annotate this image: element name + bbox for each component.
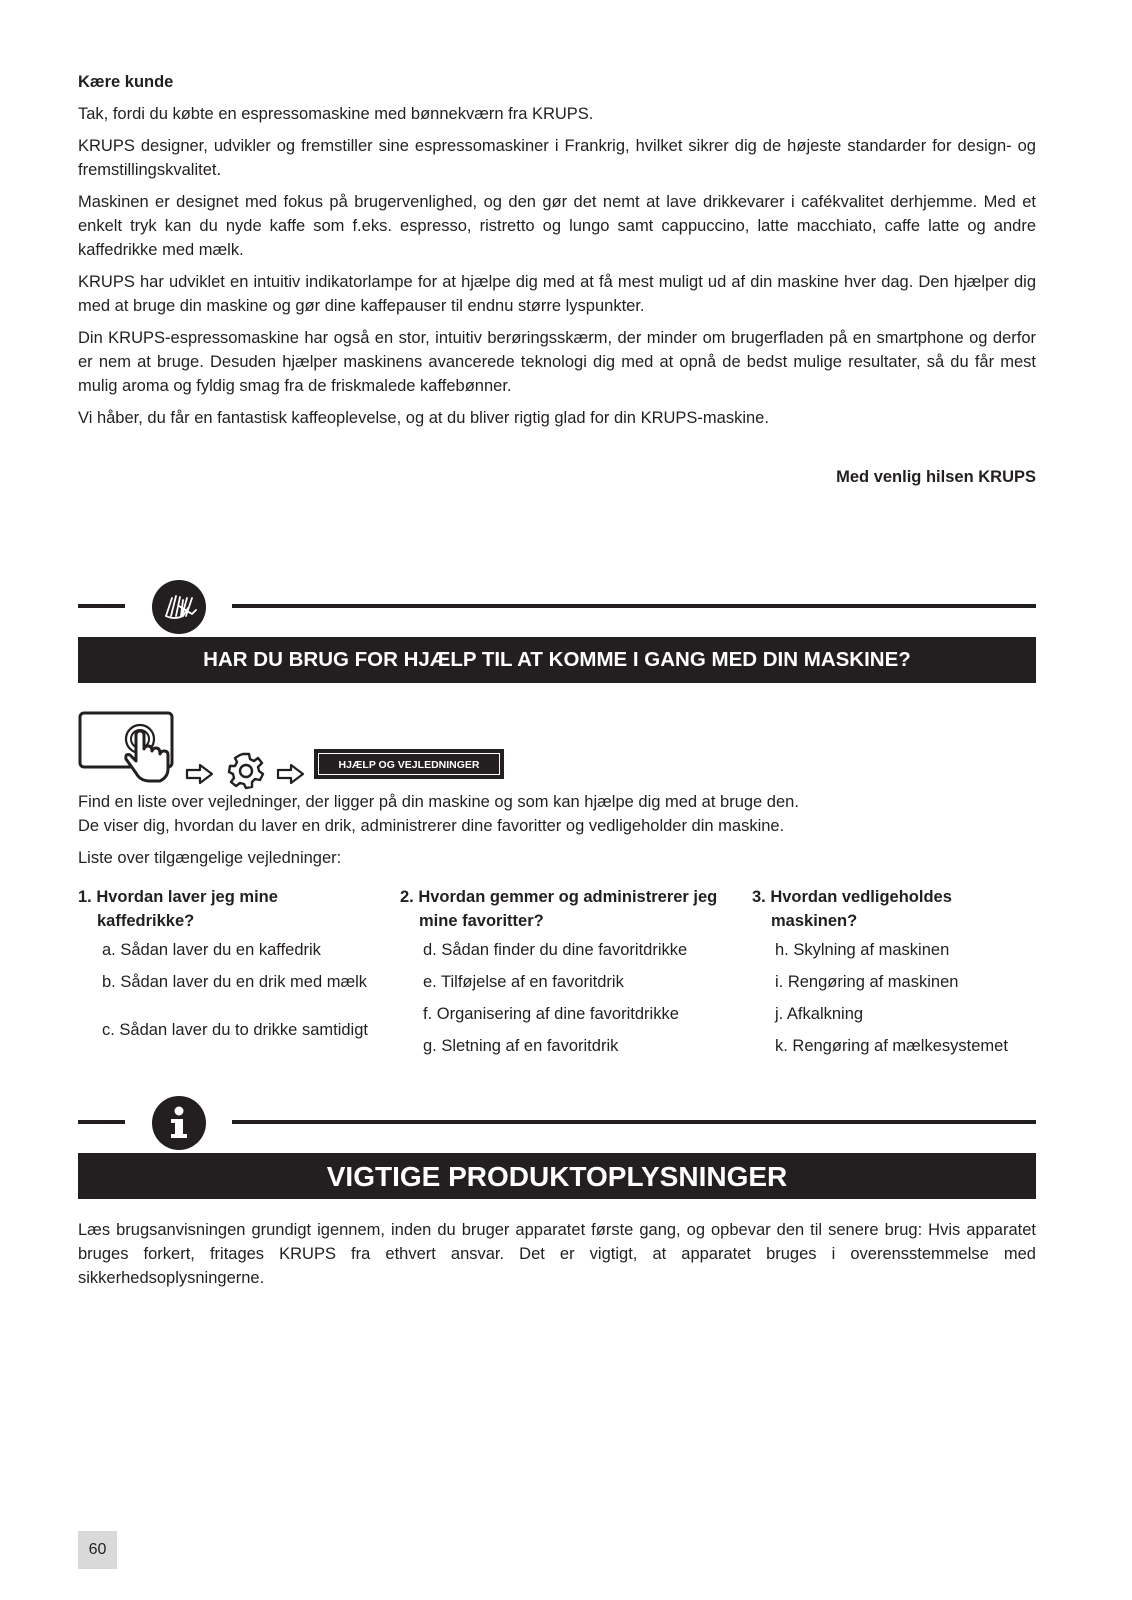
divider-right: [232, 604, 1036, 608]
intro-letter: [78, 70, 1036, 438]
divider-left: [78, 604, 125, 608]
intro-paragraph: Tak, fordi du købte en espressomaskine med bønnekværn fra KRUPS.: [78, 105, 594, 123]
help-line: Find en liste over vejledninger, der ligger på din maskine og som kan hjælpe dig med at bruge den.: [78, 793, 799, 811]
guide-item: c. Sådan laver du to drikke samtidigt: [102, 1021, 368, 1039]
guide-item: j. Afkalkning: [775, 1005, 864, 1023]
arrow-right-icon: [276, 763, 306, 785]
help-heading: HAR DU BRUG FOR HJÆLP TIL AT KOMME I GANG MED DIN MASKINE?: [78, 637, 1036, 683]
guide-column-2: [400, 885, 745, 1055]
intro-paragraph: Maskinen er designet med fokus på brugervenlighed, og den gør det nemt at lave drikkevarer i cafékvalitet derhjemme. Med et enkelt tryk kan du nyde kaffe som f.eks. espresso, ristretto og lungo samt cappuccino, latte macchiato, caffe latte og andre kaffedrikke med mælk.: [78, 193, 1036, 259]
guide-item: a. Sådan laver du en kaffedrik: [102, 941, 321, 959]
divider-right: [232, 1120, 1036, 1124]
help-guides-button: [314, 749, 504, 779]
navigation-path: [78, 711, 538, 791]
intro-paragraph: KRUPS designer, udvikler og fremstiller sine espressomaskiner i Frankrig, hvilket sikrer dig de højeste standarder for design- og fremstillingskvalitet.: [78, 137, 1036, 179]
intro-paragraph: Din KRUPS-espressomaskine har også en stor, intuitiv berøringsskærm, der minder om brugerfladen på en smartphone og derfor er nem at bruge. Desuden hjælper maskinens avancerede teknologi dig med at opnå de bedst mulige resultater, så du får mest mulig aroma og fyldig smag fra de friskmalede kaffebønner.: [78, 329, 1036, 395]
intro-paragraph: Vi håber, du får en fantastisk kaffeoplevelse, og at du bliver rigtig glad for din KRUPS-maskine.: [78, 409, 769, 427]
guide-item: h. Skylning af maskinen: [775, 941, 950, 959]
info-text: Læs brugsanvisningen grundigt igennem, inden du bruger apparatet første gang, og opbevar den til senere brug: Hvis apparatet bruges forkert, fritages KRUPS fra ethvert ansvar. Det er vigtigt, at apparatet bruges i overensstemmelse med sikkerhedsoplysningerne.: [78, 1221, 1036, 1287]
divider-left: [78, 1120, 125, 1124]
guide-item: f. Organisering af dine favoritdrikke: [423, 1005, 679, 1023]
guide-item: k. Rengøring af mælkesystemet: [775, 1037, 1008, 1055]
guide-heading: 2. Hvordan gemmer og administrerer jeg mine favoritter?: [400, 888, 718, 930]
guide-item: g. Sletning af en favoritdrik: [423, 1037, 619, 1055]
help-text: [78, 790, 1036, 870]
info-heading: VIGTIGE PRODUKTOPLYSNINGER: [78, 1153, 1036, 1199]
signoff: Med venlig hilsen KRUPS: [836, 468, 1036, 486]
gear-icon: [226, 751, 266, 791]
arrow-right-icon: [185, 763, 215, 785]
guide-column-1: [78, 885, 378, 1039]
info-icon: [152, 1096, 206, 1150]
page-number: 60: [78, 1531, 117, 1569]
list-label: Liste over tilgængelige vejledninger:: [78, 849, 342, 867]
guide-heading: 3. Hvordan vedligeholdes maskinen?: [752, 888, 952, 930]
guide-item: d. Sådan finder du dine favoritdrikke: [423, 941, 688, 959]
help-line: De viser dig, hvordan du laver en drik, administrerer dine favoritter og vedligeholder din maskine.: [78, 817, 785, 835]
intro-paragraph: KRUPS har udviklet en intuitiv indikatorlampe for at hjælpe dig med at få mest muligt ud af din maskine hver dag. Den hjælper dig med at bruge din maskine og gør dine kaffepauser til endnu større lyspunkter.: [78, 273, 1036, 315]
guide-column-3: [752, 885, 1042, 1055]
guide-item: e. Tilføjelse af en favoritdrik: [423, 973, 624, 991]
touchscreen-icon: [78, 711, 178, 791]
help-guides-label: HJÆLP OG VEJLEDNINGER: [318, 753, 500, 775]
guide-item: i. Rengøring af maskinen: [775, 973, 959, 991]
hands-icon: [152, 580, 206, 634]
guide-item: b. Sådan laver du en drik med mælk: [102, 973, 368, 991]
greeting: Kære kunde: [78, 73, 174, 91]
guide-heading: 1. Hvordan laver jeg mine kaffedrikke?: [78, 888, 278, 930]
